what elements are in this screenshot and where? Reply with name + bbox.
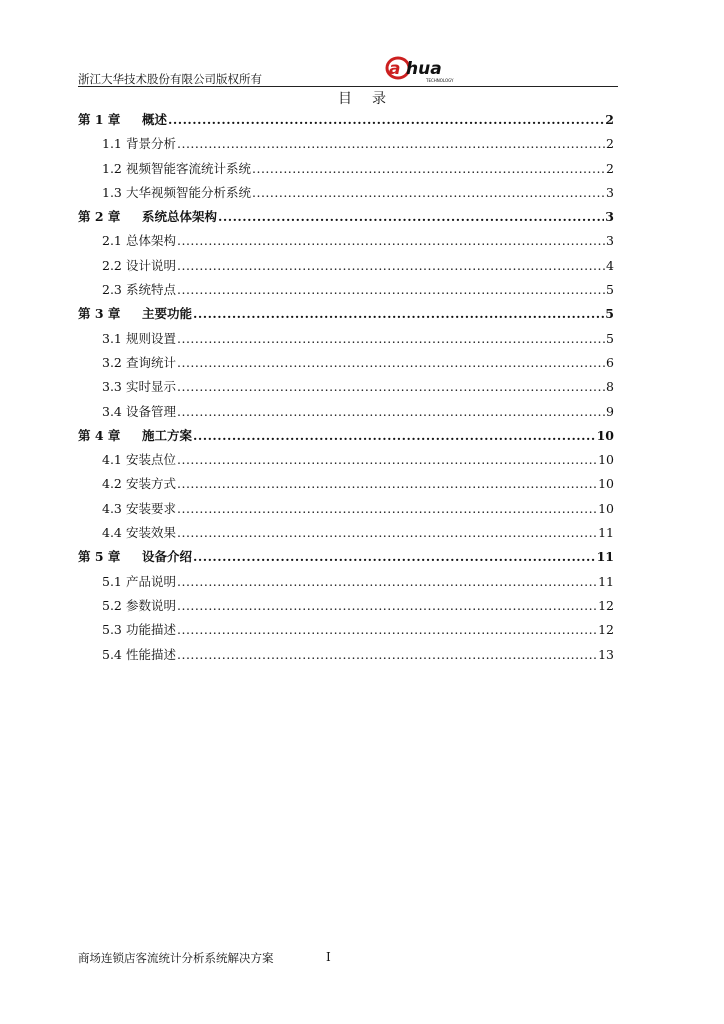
- toc-entry-page: 12: [598, 622, 614, 638]
- footer-doc-title: 商场连锁店客流统计分析系统解决方案: [78, 951, 274, 965]
- dot-leader: [193, 549, 596, 564]
- header-divider: [78, 86, 618, 87]
- toc-entry-page: 2: [605, 112, 614, 127]
- toc-entry-page: 5: [605, 306, 614, 322]
- table-of-contents: [78, 110, 614, 669]
- dot-leader: [177, 258, 605, 273]
- toc-entry-title: 系统特点: [126, 282, 177, 298]
- toc-entry-number: 3.1: [102, 330, 122, 346]
- toc-entry-title: 大华视频智能分析系统: [126, 184, 252, 200]
- toc-section-entry[interactable]: [78, 474, 614, 498]
- dot-leader: [177, 476, 597, 491]
- toc-entry-page: 5: [606, 282, 614, 298]
- dot-leader: [177, 501, 597, 516]
- toc-entry-number: 1.3: [102, 184, 122, 200]
- toc-entry-page: 3: [606, 184, 614, 200]
- svg-text:a: a: [389, 59, 401, 79]
- toc-entry-title: 概述: [142, 112, 168, 127]
- toc-entry-page: 10: [598, 452, 614, 468]
- dot-leader: [218, 209, 604, 224]
- dot-leader: [177, 598, 597, 613]
- dahua-logo: [384, 54, 464, 84]
- toc-entry-page: 5: [606, 330, 614, 346]
- toc-entry-title: 设计说明: [126, 257, 177, 273]
- page-header: [78, 54, 618, 86]
- svg-text:TECHNOLOGY: TECHNOLOGY: [426, 78, 454, 83]
- toc-entry-page: 8: [606, 379, 614, 395]
- toc-section-entry[interactable]: [78, 377, 614, 401]
- toc-section-entry[interactable]: [78, 280, 614, 304]
- toc-entry-title: 设备介绍: [142, 549, 193, 565]
- toc-entry-title: 性能描述: [126, 646, 177, 662]
- toc-entry-page: 9: [606, 403, 614, 419]
- toc-section-entry[interactable]: [78, 450, 614, 474]
- toc-section-entry[interactable]: [78, 645, 614, 669]
- toc-entry-title: 规则设置: [126, 330, 177, 346]
- toc-section-entry[interactable]: [78, 231, 614, 255]
- dot-leader: [177, 379, 605, 394]
- toc-entry-number: 5.3: [102, 622, 122, 638]
- dot-leader: [193, 306, 604, 321]
- toc-section-entry[interactable]: [78, 329, 614, 353]
- toc-entry-number: 2.3: [102, 282, 122, 298]
- toc-entry-number: 4.2: [102, 476, 122, 492]
- toc-entry-page: 3: [605, 209, 614, 225]
- toc-entry-page: 2: [606, 160, 614, 176]
- toc-entry-title: 产品说明: [126, 573, 177, 589]
- dot-leader: [177, 282, 605, 297]
- dot-leader: [177, 452, 597, 467]
- toc-entry-title: 背景分析: [126, 136, 177, 152]
- toc-entry-page: 4: [606, 257, 614, 273]
- dot-leader: [177, 233, 605, 248]
- toc-chapter-entry[interactable]: [78, 426, 614, 450]
- toc-section-entry[interactable]: [78, 159, 614, 183]
- dot-leader: [252, 185, 605, 200]
- dot-leader: [168, 112, 604, 127]
- toc-section-entry[interactable]: [78, 353, 614, 377]
- toc-entry-title: 主要功能: [142, 306, 193, 322]
- toc-chapter-entry[interactable]: [78, 304, 614, 328]
- toc-entry-number: 5.1: [102, 573, 122, 589]
- dot-leader: [177, 647, 597, 662]
- toc-heading: 目录: [338, 91, 406, 107]
- toc-entry-number: 3.2: [102, 354, 122, 370]
- toc-section-entry[interactable]: [78, 620, 614, 644]
- toc-entry-number: 5.2: [102, 597, 122, 613]
- toc-entry-title: 施工方案: [142, 427, 193, 443]
- toc-entry-page: 10: [598, 476, 614, 492]
- toc-entry-page: 12: [598, 597, 614, 613]
- toc-entry-page: 11: [598, 573, 614, 589]
- toc-entry-page: 6: [606, 354, 614, 370]
- toc-entry-number: 4.1: [102, 452, 122, 468]
- toc-entry-number: 1.1: [102, 136, 122, 152]
- company-copyright: 浙江大华技术股份有限公司版权所有: [78, 72, 262, 86]
- toc-entry-page: 13: [598, 646, 614, 662]
- toc-entry-page: 2: [606, 136, 614, 152]
- toc-entry-title: 查询统计: [126, 354, 177, 370]
- toc-entry-title: 安装要求: [126, 500, 177, 516]
- toc-entry-title: 视频智能客流统计系统: [126, 160, 252, 176]
- toc-entry-title: 系统总体架构: [142, 209, 218, 225]
- toc-entry-number: 1.2: [102, 160, 122, 176]
- toc-section-entry[interactable]: [78, 134, 614, 158]
- toc-entry-number: 4.4: [102, 525, 122, 541]
- toc-entry-number: 4.3: [102, 500, 122, 516]
- toc-chapter-entry[interactable]: [78, 547, 614, 571]
- toc-entry-title: 安装点位: [126, 452, 177, 468]
- toc-entry-page: 11: [596, 549, 614, 565]
- toc-section-entry[interactable]: [78, 596, 614, 620]
- toc-entry-page: 10: [596, 427, 614, 443]
- toc-entry-number: 2.2: [102, 257, 122, 273]
- toc-chapter-entry[interactable]: [78, 207, 614, 231]
- toc-entry-page: 3: [606, 233, 614, 249]
- toc-section-entry[interactable]: [78, 523, 614, 547]
- dot-leader: [252, 161, 605, 176]
- toc-entry-number: 2.1: [102, 233, 122, 249]
- toc-entry-number: 3.4: [102, 403, 122, 419]
- toc-chapter-entry[interactable]: [78, 110, 614, 134]
- toc-entry-number: 第 2 章: [78, 209, 121, 225]
- toc-entry-title: 安装方式: [126, 476, 177, 492]
- toc-entry-number: 5.4: [102, 646, 122, 662]
- toc-section-entry[interactable]: [78, 499, 614, 523]
- toc-entry-title: 总体架构: [126, 233, 177, 249]
- toc-entry-number: 第 1 章: [78, 112, 121, 127]
- toc-section-entry[interactable]: [78, 256, 614, 280]
- toc-entry-title: 设备管理: [126, 403, 177, 419]
- toc-entry-title: 实时显示: [126, 379, 177, 395]
- toc-entry-title: 功能描述: [126, 622, 177, 638]
- toc-entry-number: 3.3: [102, 379, 122, 395]
- toc-entry-number: 第 3 章: [78, 306, 121, 322]
- toc-section-entry[interactable]: [78, 183, 614, 207]
- toc-entry-title: 参数说明: [126, 597, 177, 613]
- toc-entry-page: 10: [598, 500, 614, 516]
- toc-entry-page: 11: [598, 525, 614, 541]
- svg-text:hua: hua: [406, 59, 442, 79]
- dot-leader: [177, 525, 597, 540]
- dot-leader: [177, 136, 605, 151]
- footer-page-number: I: [326, 950, 331, 964]
- toc-entry-number: 第 5 章: [78, 549, 121, 565]
- toc-section-entry[interactable]: [78, 402, 614, 426]
- dot-leader: [177, 355, 605, 370]
- toc-section-entry[interactable]: [78, 572, 614, 596]
- toc-entry-title: 安装效果: [126, 525, 177, 541]
- toc-entry-number: 第 4 章: [78, 427, 121, 443]
- dot-leader: [177, 574, 597, 589]
- dot-leader: [177, 331, 605, 346]
- dot-leader: [177, 622, 597, 637]
- dot-leader: [177, 404, 605, 419]
- dot-leader: [193, 428, 596, 443]
